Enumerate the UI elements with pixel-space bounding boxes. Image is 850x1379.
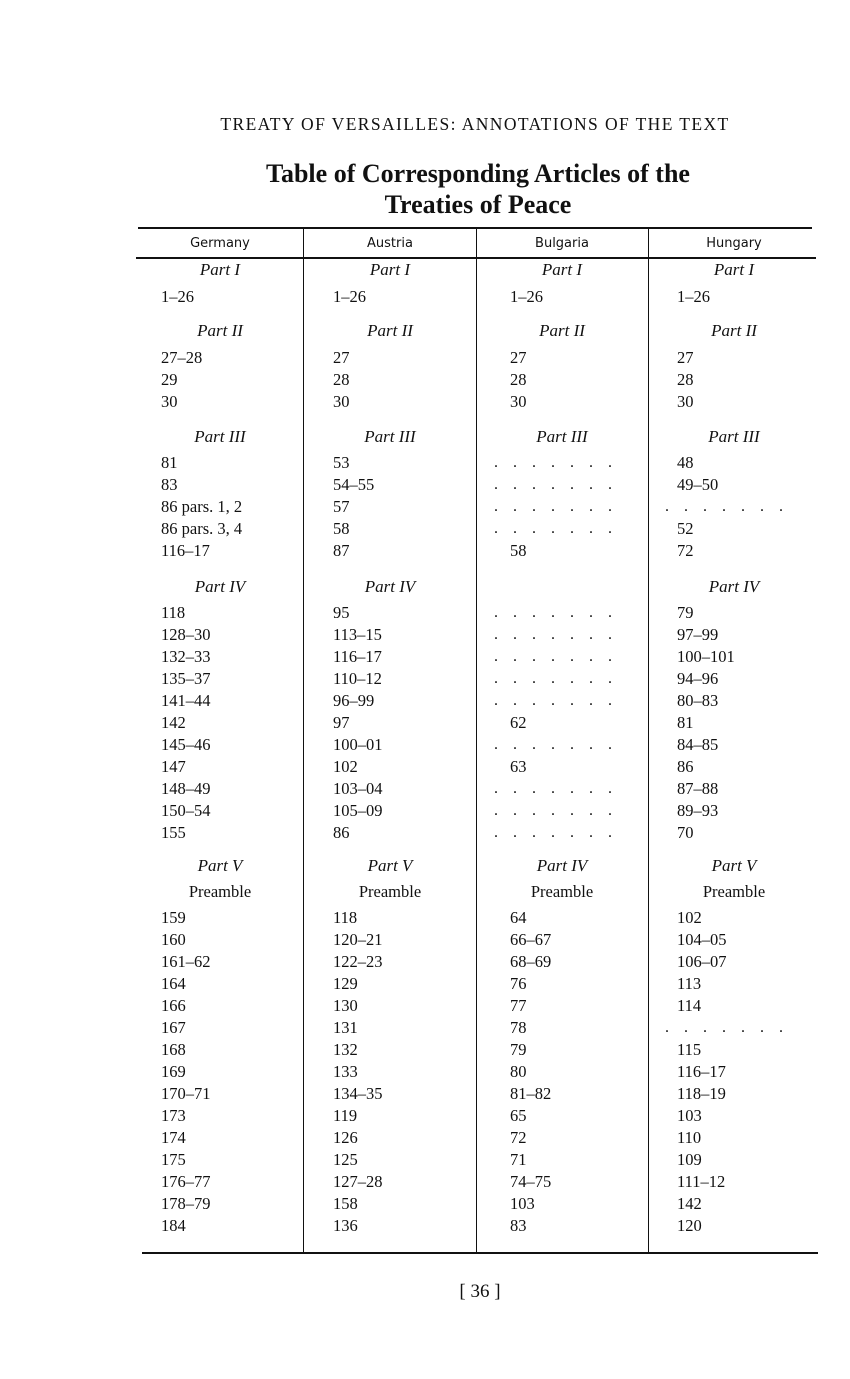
article-cell-hungary: 104–05 xyxy=(677,930,727,949)
article-cell-germany: 1–26 xyxy=(161,287,194,306)
article-cell-germany: 176–77 xyxy=(161,1172,211,1191)
article-cell-bulgaria: 103 xyxy=(510,1194,535,1213)
article-cell-bulgaria: 78 xyxy=(510,1018,527,1037)
article-cell-hungary: 48 xyxy=(677,453,694,472)
part-heading-austria: Part I xyxy=(369,260,411,279)
article-cell-bulgaria: 30 xyxy=(510,392,527,411)
article-cell-germany: 116–17 xyxy=(161,541,210,560)
article-cell-austria: 136 xyxy=(333,1216,358,1235)
article-cell-austria: 130 xyxy=(333,996,358,1015)
article-cell-austria: 102 xyxy=(333,757,358,776)
table-top-rule xyxy=(138,227,812,229)
article-cell-hungary: 116–17 xyxy=(677,1062,726,1081)
article-cell-hungary: 102 xyxy=(677,908,702,927)
article-cell-germany: 184 xyxy=(161,1216,186,1235)
article-cell-hungary: 97–99 xyxy=(677,625,719,644)
article-cell-germany: 141–44 xyxy=(161,691,211,710)
part-heading-hungary: Part I xyxy=(713,260,755,279)
article-cell-austria: 103–04 xyxy=(333,779,383,798)
article-cell-bulgaria: 77 xyxy=(510,996,527,1015)
article-cell-austria: 28 xyxy=(333,370,350,389)
article-cell-hungary: 111–12 xyxy=(677,1172,726,1191)
article-cell-germany: 86 pars. 1, 2 xyxy=(161,497,243,516)
no-corresponding-article-bulgaria: . . . . . . . xyxy=(494,802,618,819)
article-cell-bulgaria: 66–67 xyxy=(510,930,552,949)
article-cell-bulgaria: 79 xyxy=(510,1040,527,1059)
article-cell-austria: 110–12 xyxy=(333,669,382,688)
no-corresponding-article-bulgaria: . . . . . . . xyxy=(494,520,618,537)
article-cell-hungary: 87–88 xyxy=(677,779,719,798)
article-cell-hungary: 100–101 xyxy=(677,647,735,666)
article-cell-hungary: 120 xyxy=(677,1216,702,1235)
preamble-label-germany: Preamble xyxy=(188,882,252,901)
column-header-austria: Austria xyxy=(367,236,413,251)
article-cell-bulgaria: 28 xyxy=(510,370,527,389)
article-cell-austria: 54–55 xyxy=(333,475,375,494)
article-cell-hungary: 79 xyxy=(677,603,694,622)
article-cell-bulgaria: 63 xyxy=(510,757,527,776)
article-cell-germany: 135–37 xyxy=(161,669,211,688)
column-header-hungary: Hungary xyxy=(706,236,762,251)
article-cell-hungary: 118–19 xyxy=(677,1084,726,1103)
article-cell-bulgaria: 64 xyxy=(510,908,527,927)
article-cell-hungary: 80–83 xyxy=(677,691,719,710)
article-cell-austria: 132 xyxy=(333,1040,358,1059)
part-heading-hungary: Part II xyxy=(711,321,757,340)
preamble-label-bulgaria: Preamble xyxy=(530,882,594,901)
no-corresponding-article-bulgaria: . . . . . . . xyxy=(494,626,618,643)
article-cell-austria: 126 xyxy=(333,1128,358,1147)
article-cell-germany: 159 xyxy=(161,908,186,927)
article-cell-germany: 150–54 xyxy=(161,801,211,820)
article-cell-germany: 161–62 xyxy=(161,952,211,971)
article-cell-hungary: 49–50 xyxy=(677,475,719,494)
article-cell-austria: 134–35 xyxy=(333,1084,383,1103)
article-cell-bulgaria: 65 xyxy=(510,1106,527,1125)
article-cell-hungary: 84–85 xyxy=(677,735,719,754)
article-cell-germany: 83 xyxy=(161,475,178,494)
article-cell-hungary: 114 xyxy=(677,996,702,1015)
no-corresponding-article-hungary: . . . . . . . xyxy=(665,1019,789,1036)
page-number: [ 36 ] xyxy=(459,1281,501,1302)
article-cell-hungary: 1–26 xyxy=(677,287,710,306)
article-cell-austria: 97 xyxy=(333,713,350,732)
article-cell-austria: 27 xyxy=(333,348,350,367)
article-cell-austria: 120–21 xyxy=(333,930,383,949)
article-cell-germany: 160 xyxy=(161,930,186,949)
article-cell-bulgaria: 71 xyxy=(510,1150,527,1169)
article-cell-austria: 1–26 xyxy=(333,287,366,306)
article-cell-hungary: 89–93 xyxy=(677,801,719,820)
no-corresponding-article-bulgaria: . . . . . . . xyxy=(494,454,618,471)
article-cell-germany: 148–49 xyxy=(161,779,211,798)
part-heading-bulgaria: Part IV xyxy=(536,856,588,875)
part-heading-bulgaria: Part III xyxy=(536,427,588,446)
article-cell-germany: 30 xyxy=(161,392,178,411)
article-cell-austria: 116–17 xyxy=(333,647,382,666)
no-corresponding-article-hungary: . . . . . . . xyxy=(665,498,789,515)
article-cell-bulgaria: 74–75 xyxy=(510,1172,552,1191)
article-cell-austria: 158 xyxy=(333,1194,358,1213)
part-heading-austria: Part II xyxy=(367,321,413,340)
article-cell-germany: 147 xyxy=(161,757,186,776)
part-heading-austria: Part III xyxy=(364,427,416,446)
article-cell-austria: 127–28 xyxy=(333,1172,383,1191)
article-cell-austria: 119 xyxy=(333,1106,358,1125)
part-heading-germany: Part II xyxy=(197,321,243,340)
article-cell-austria: 118 xyxy=(333,908,358,927)
article-cell-bulgaria: 80 xyxy=(510,1062,527,1081)
article-cell-austria: 100–01 xyxy=(333,735,383,754)
article-cell-germany: 174 xyxy=(161,1128,186,1147)
part-heading-bulgaria: Part II xyxy=(539,321,585,340)
article-cell-hungary: 110 xyxy=(677,1128,702,1147)
article-cell-bulgaria: 1–26 xyxy=(510,287,543,306)
article-cell-germany: 167 xyxy=(161,1018,186,1037)
article-cell-germany: 142 xyxy=(161,713,186,732)
article-cell-bulgaria: 68–69 xyxy=(510,952,552,971)
preamble-label-austria: Preamble xyxy=(358,882,422,901)
no-corresponding-article-bulgaria: . . . . . . . xyxy=(494,648,618,665)
article-cell-austria: 105–09 xyxy=(333,801,383,820)
part-heading-austria: Part IV xyxy=(364,577,416,596)
article-cell-hungary: 103 xyxy=(677,1106,702,1125)
article-cell-austria: 87 xyxy=(333,541,350,560)
part-heading-hungary: Part III xyxy=(708,427,760,446)
article-cell-austria: 113–15 xyxy=(333,625,382,644)
article-cell-hungary: 142 xyxy=(677,1194,702,1213)
article-cell-bulgaria: 83 xyxy=(510,1216,527,1235)
part-heading-hungary: Part V xyxy=(711,856,757,875)
article-cell-hungary: 113 xyxy=(677,974,702,993)
article-cell-bulgaria: 81–82 xyxy=(510,1084,552,1103)
article-cell-hungary: 70 xyxy=(677,823,694,842)
column-divider-2 xyxy=(476,229,477,1252)
article-cell-austria: 133 xyxy=(333,1062,358,1081)
article-cell-austria: 57 xyxy=(333,497,350,516)
article-cell-germany: 178–79 xyxy=(161,1194,211,1213)
article-cell-hungary: 109 xyxy=(677,1150,702,1169)
article-cell-austria: 96–99 xyxy=(333,691,375,710)
article-cell-germany: 169 xyxy=(161,1062,186,1081)
article-cell-bulgaria: 72 xyxy=(510,1128,527,1147)
article-cell-hungary: 86 xyxy=(677,757,694,776)
column-header-germany: Germany xyxy=(190,236,250,251)
article-cell-germany: 128–30 xyxy=(161,625,211,644)
article-cell-germany: 86 pars. 3, 4 xyxy=(161,519,243,538)
article-cell-austria: 30 xyxy=(333,392,350,411)
article-cell-hungary: 115 xyxy=(677,1040,702,1059)
article-cell-austria: 58 xyxy=(333,519,350,538)
title-line-2: Treaties of Peace xyxy=(384,190,572,219)
article-cell-germany: 155 xyxy=(161,823,186,842)
article-cell-austria: 86 xyxy=(333,823,350,842)
article-cell-bulgaria: 62 xyxy=(510,713,527,732)
preamble-label-hungary: Preamble xyxy=(702,882,766,901)
article-cell-bulgaria: 58 xyxy=(510,541,527,560)
article-cell-austria: 125 xyxy=(333,1150,358,1169)
no-corresponding-article-bulgaria: . . . . . . . xyxy=(494,604,618,621)
article-cell-hungary: 27 xyxy=(677,348,694,367)
article-cell-hungary: 94–96 xyxy=(677,669,719,688)
article-cell-germany: 29 xyxy=(161,370,178,389)
no-corresponding-article-bulgaria: . . . . . . . xyxy=(494,780,618,797)
part-heading-germany: Part III xyxy=(194,427,246,446)
part-heading-austria: Part V xyxy=(367,856,413,875)
article-cell-austria: 131 xyxy=(333,1018,358,1037)
article-cell-austria: 95 xyxy=(333,603,350,622)
part-heading-germany: Part V xyxy=(197,856,243,875)
part-heading-bulgaria: Part I xyxy=(541,260,583,279)
article-cell-germany: 166 xyxy=(161,996,186,1015)
article-cell-bulgaria: 76 xyxy=(510,974,527,993)
article-cell-hungary: 81 xyxy=(677,713,694,732)
article-cell-germany: 173 xyxy=(161,1106,186,1125)
title-line-1: Table of Corresponding Articles of the xyxy=(266,159,690,188)
no-corresponding-article-bulgaria: . . . . . . . xyxy=(494,736,618,753)
article-cell-hungary: 28 xyxy=(677,370,694,389)
article-cell-germany: 81 xyxy=(161,453,178,472)
article-cell-germany: 170–71 xyxy=(161,1084,211,1103)
no-corresponding-article-bulgaria: . . . . . . . xyxy=(494,670,618,687)
running-head: TREATY OF VERSAILLES: ANNOTATIONS OF THE TEXT xyxy=(220,114,730,134)
article-cell-germany: 27–28 xyxy=(161,348,203,367)
article-cell-germany: 168 xyxy=(161,1040,186,1059)
article-cell-germany: 118 xyxy=(161,603,186,622)
article-cell-austria: 129 xyxy=(333,974,358,993)
part-heading-germany: Part IV xyxy=(194,577,246,596)
no-corresponding-article-bulgaria: . . . . . . . xyxy=(494,498,618,515)
part-heading-hungary: Part IV xyxy=(708,577,760,596)
article-cell-germany: 132–33 xyxy=(161,647,211,666)
article-cell-bulgaria: 27 xyxy=(510,348,527,367)
table-bottom-rule xyxy=(142,1252,818,1254)
article-cell-hungary: 30 xyxy=(677,392,694,411)
page-title xyxy=(138,158,818,220)
column-divider-3 xyxy=(648,229,649,1252)
no-corresponding-article-bulgaria: . . . . . . . xyxy=(494,824,618,841)
column-divider-1 xyxy=(303,229,304,1252)
part-heading-germany: Part I xyxy=(199,260,241,279)
column-header-bulgaria: Bulgaria xyxy=(535,236,589,251)
article-cell-hungary: 72 xyxy=(677,541,694,560)
article-cell-hungary: 106–07 xyxy=(677,952,727,971)
article-cell-austria: 122–23 xyxy=(333,952,383,971)
no-corresponding-article-bulgaria: . . . . . . . xyxy=(494,476,618,493)
article-cell-germany: 145–46 xyxy=(161,735,211,754)
article-cell-germany: 175 xyxy=(161,1150,186,1169)
article-cell-austria: 53 xyxy=(333,453,350,472)
article-cell-hungary: 52 xyxy=(677,519,694,538)
no-corresponding-article-bulgaria: . . . . . . . xyxy=(494,692,618,709)
article-cell-germany: 164 xyxy=(161,974,186,993)
